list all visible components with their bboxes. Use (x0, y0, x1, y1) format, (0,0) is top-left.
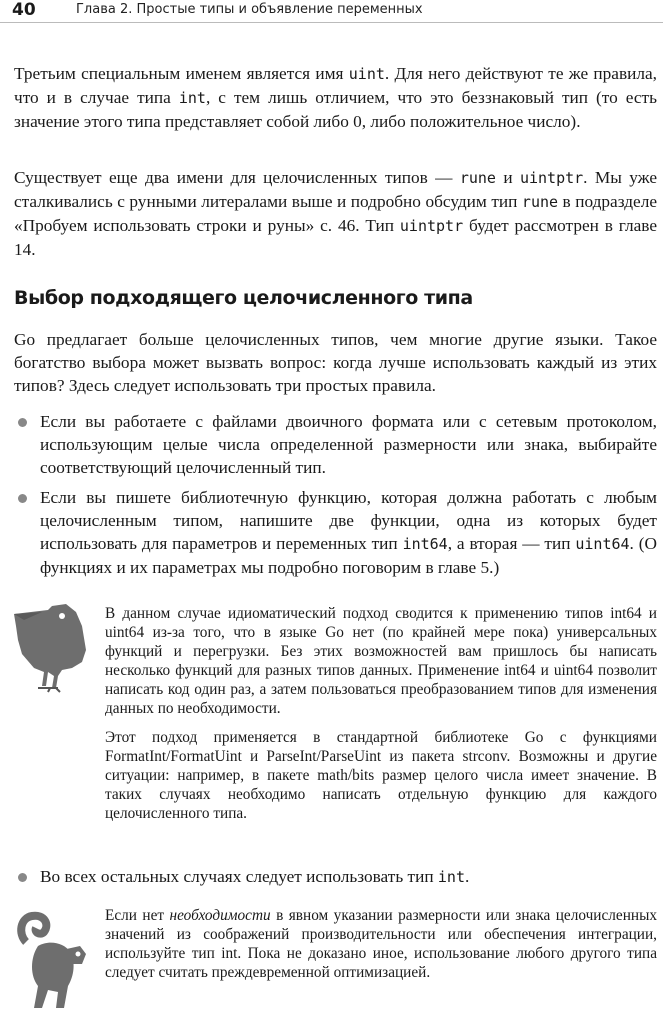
note-idiomatic: В данном случае идиоматический подход сводится к применению типов int64 и uint64 из-за того, что в языке Go нет (по крайней мере пока) универсальных функций и перегрузки. Без этих возможностей вам пришлось бы написать несколько функций для разных типов данных. Применение int64 и uint64 позволит написать код один раз, а затем пользоваться преобразованием типов для изменения данных по необходимости. Этот подход применяется в стандартной библиотеке Go с функциями FormatInt/FormatUint и ParseInt/ParseUint из пакета strconv. Возможны и другие ситуации: например, в пакете math/bits размер целого числа имеет значение. В таких случаях необходимо написать отдельную функцию для каждого целочисленного типа. (105, 605, 657, 822)
section-title: Выбор подходящего целочисленного типа (14, 287, 473, 309)
paragraph-uint: Третьим специальным именем является имя uint. Для него действуют те же правила, что и в случае типа int, с тем лишь отличием, что это беззнаковый тип (то есть значение этого типа представляет собой либо 0, либо положительное число). (14, 64, 657, 131)
page-number: 40 (12, 0, 36, 20)
list-item: Если вы работаете с файлами двоичного формата или с сетевым протоколом, использующим целые числа определенной размерности или знака, выбирайте соответствующий целочисленный тип. (14, 410, 657, 479)
paragraph-rune-uintptr: Существует еще два имени для целочисленных типов — rune и uintptr. Мы уже сталкивались с рунными литералами выше и подробно обсудим тип rune в подразделе «Пробуем использовать строки и руны» с. 46. Тип uintptr будет рассмотрен в главе 14. (14, 168, 658, 259)
list-item: Во всех остальных случаях следует использовать тип int. (14, 865, 657, 889)
note-use-int: Если нет необходимости в явном указании размерности или знака целочисленных значений из соображений производительности или обеспечения интеграции, используйте тип int. Пока не доказано иное, использование любого другого типа следует считать преждевременной оптимизацией. (105, 907, 657, 981)
list-item: Если вы пишете библиотечную функцию, которая должна работать с любым целочисленным типом, напишите две функции, одна из которых будет использовать для параметров и переменных тип int64, а вторая — тип uint64. (О функциях и их параметрах мы подробно поговорим в главе 5.) (14, 486, 657, 579)
bullet-icon (18, 494, 27, 503)
paragraph-intro-rules: Go предлагает больше целочисленных типов, чем многие другие языки. Такое богатство выбора может вызвать вопрос: когда лучше использовать каждый из этих типов? Здесь следует использовать три простых правила. (14, 330, 657, 395)
running-title: Глава 2. Простые типы и объявление переменных (76, 2, 423, 17)
bullet-icon (18, 418, 27, 427)
lemur-icon (8, 906, 88, 1010)
code-uint: uint (348, 65, 385, 83)
code-int: int (178, 89, 206, 107)
bullet-icon (18, 873, 27, 882)
crow-icon (12, 604, 88, 694)
running-header (0, 0, 663, 23)
